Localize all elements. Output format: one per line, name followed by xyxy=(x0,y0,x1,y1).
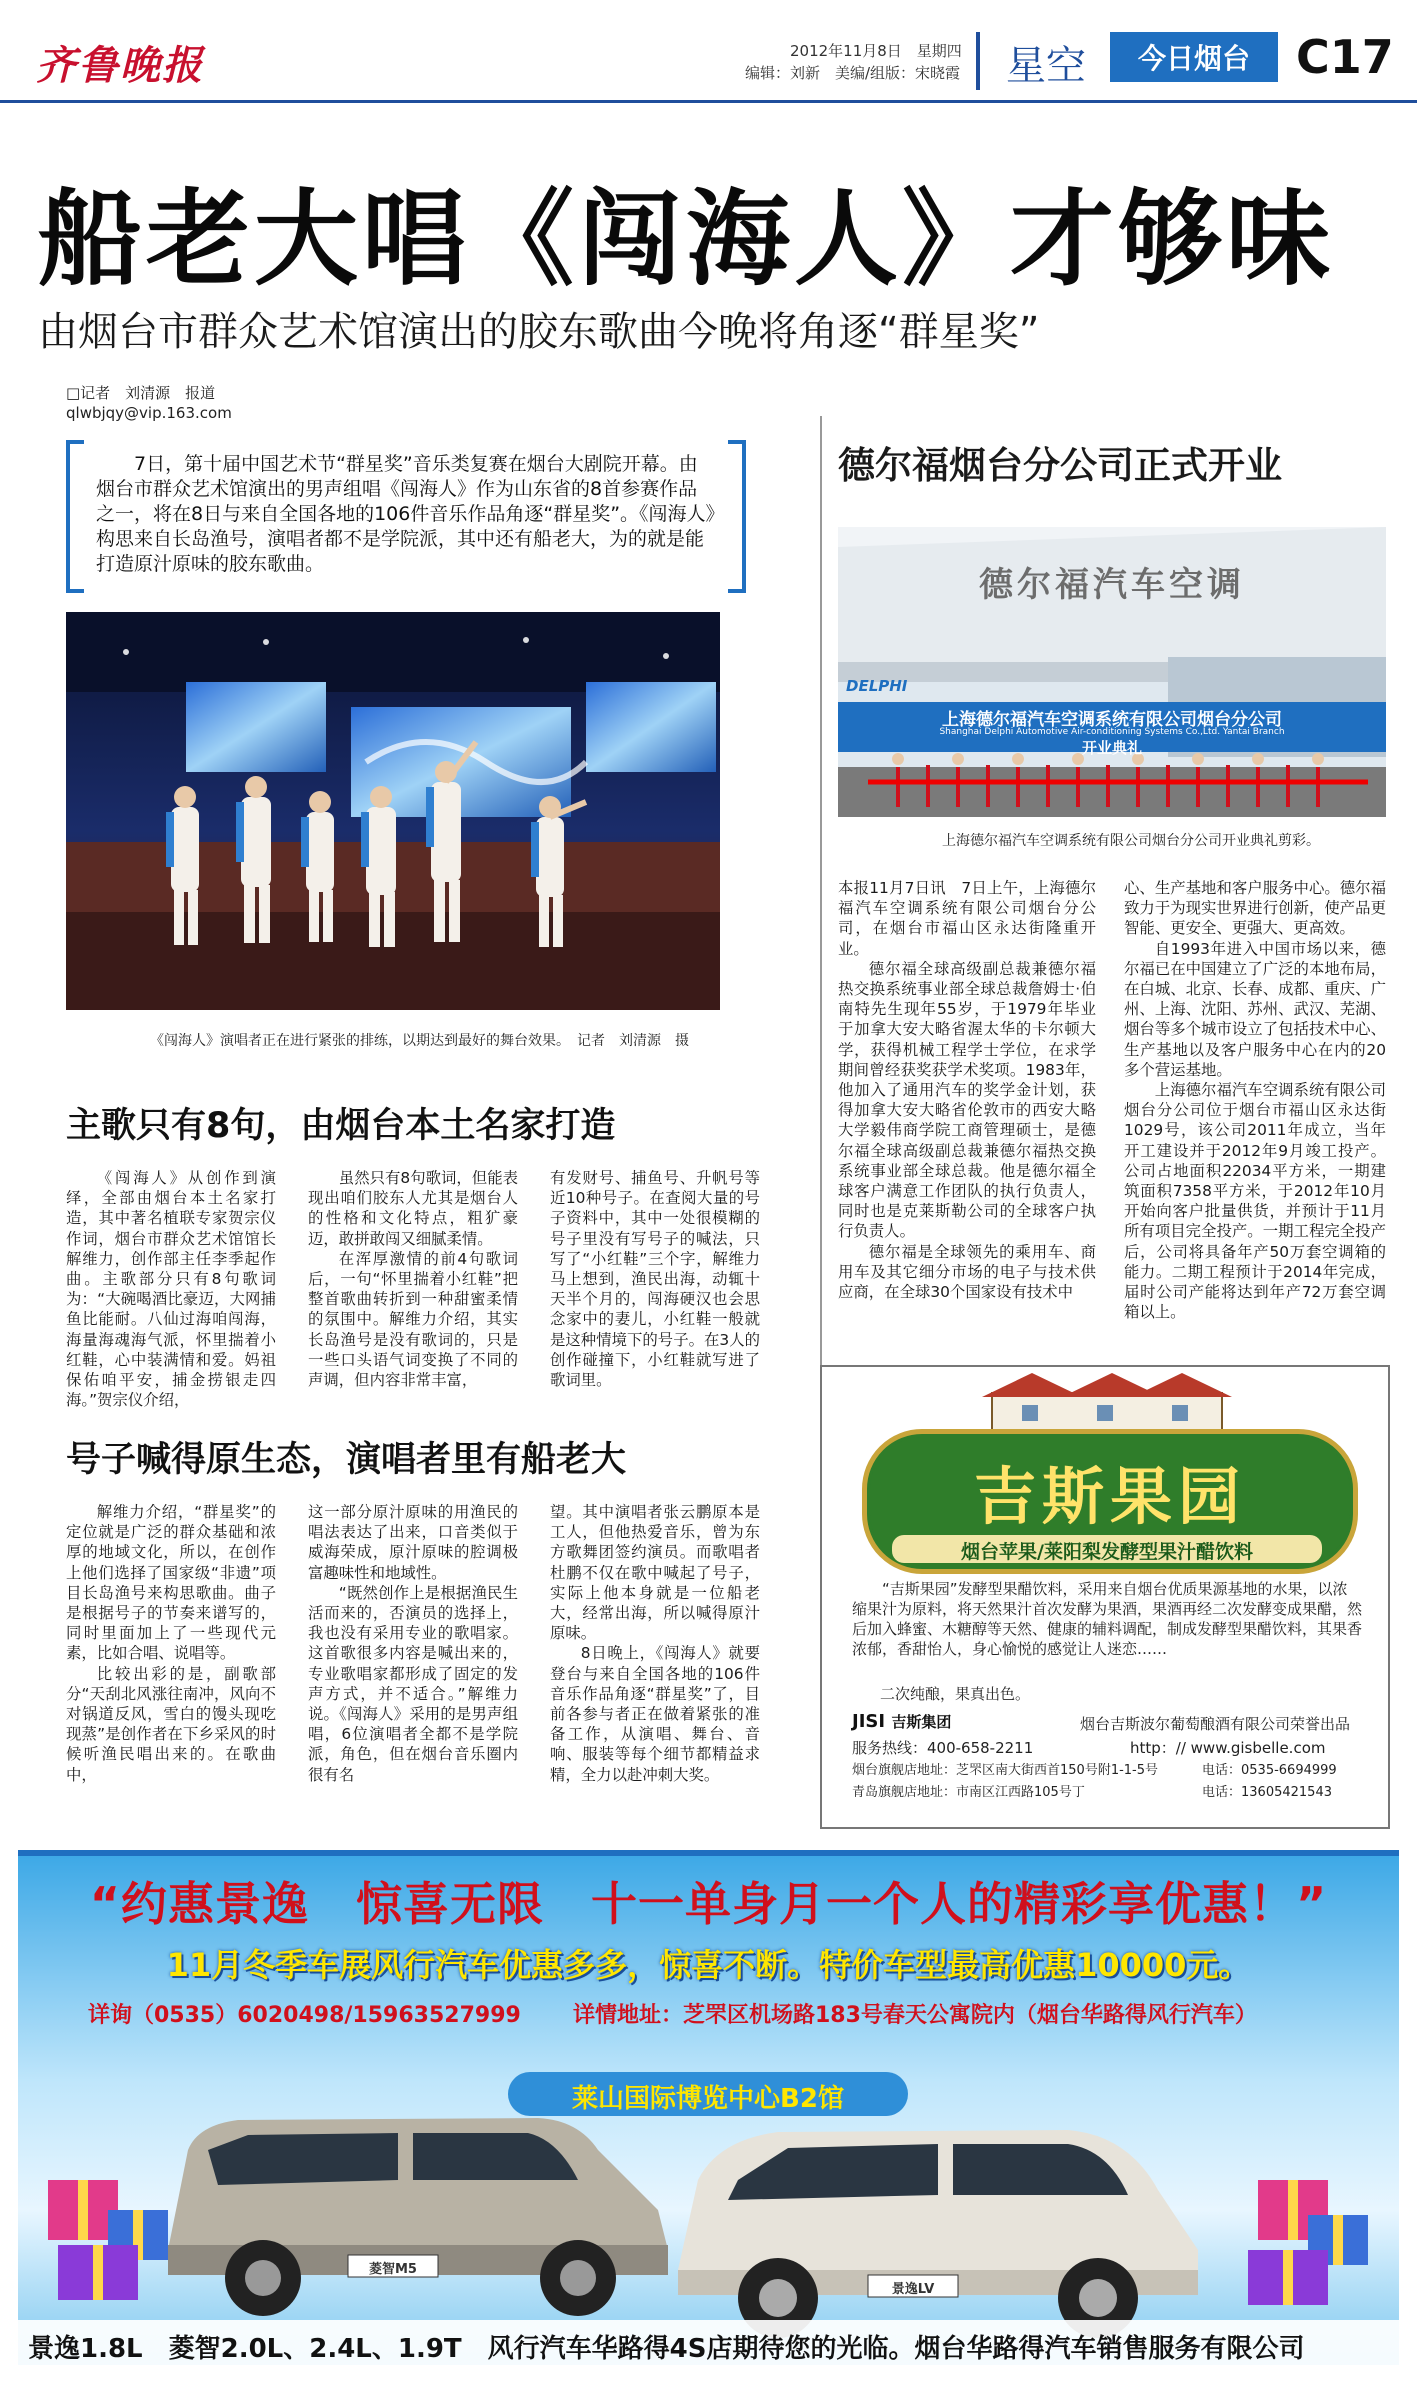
ceremony-banner-en: Shanghai Delphi Automotive Air-conditioning Systems Co.,Ltd. Yantai Branch xyxy=(939,727,1285,737)
article-column xyxy=(550,1168,760,1390)
delphi-ceremony-photo xyxy=(838,527,1386,817)
gisi-store-qingdao: 青岛旗舰店地址：市南区江西路105号丁 xyxy=(852,1785,1085,1800)
banner-footer: 景逸1.8L 菱智2.0L、2.4L、1.9T 风行汽车华路得4S店期待您的光临。烟台华路得汽车销售服务有限公司 xyxy=(28,2334,1305,2364)
headline: 船老大唱《闯海人》才够味 xyxy=(38,177,1335,300)
lead-box xyxy=(66,440,746,585)
banner-promo: 11月冬季车展风行汽车优惠多多，惊喜不断。特价车型最高优惠10000元。 xyxy=(166,1946,1251,1984)
header-divider xyxy=(976,32,980,90)
paragraph: 比较出彩的是，副歌部分“天刮北风涨往南冲，风向不对锅道反风，雪白的馒头现吃现蒸”是创作者在下乡采风的时候听渔民唱出来的。在歌曲中， xyxy=(66,1664,276,1784)
issue-date: 2012年11月8日 星期四 xyxy=(790,42,962,60)
paragraph: 自1993年进入中国市场以来，德尔福已在中国建立了广泛的本地布局，在白城、北京、长春、成都、重庆、广州、上海、沈阳、苏州、武汉、芜湖、烟台等多个城市设立了包括技术中心、生产基地以及客户服务中心在内的20多个营运基地。 xyxy=(1124,939,1386,1079)
section-tab: 今日烟台 xyxy=(1110,32,1278,82)
paragraph: 在浑厚激情的前4句歌词后，一句“怀里揣着小红鞋”把整首歌曲转折到一种甜蜜柔情的氛围中。解维力介绍，其实长岛渔号是没有歌词的，只是一些口头语气词变换了不同的声调，但内容非常丰富， xyxy=(308,1249,518,1390)
ceremony-banner-title: 开业典礼 xyxy=(1081,739,1142,757)
right-headline: 德尔福烟台分公司正式开业 xyxy=(838,444,1282,487)
car-banner-ad xyxy=(18,1850,1399,2365)
byline-email: qlwbjqy@vip.163.com xyxy=(66,404,232,422)
photo-caption: 《闯海人》演唱者正在进行紧张的排练，以期达到最好的舞台效果。 记者 刘清源 摄 xyxy=(150,1033,689,1049)
paragraph: 本报11月7日讯 7日上午，上海德尔福汽车空调系统有限公司烟台分公司，在烟台市福山区永达街隆重开业。 xyxy=(838,879,1096,958)
paragraph: “既然创作上是根据渔民生活而来的，否演员的选择上，我也没有采用专业的歌唱家。这首歌很多内容是喊出来的，专业歌唱家都形成了固定的发声方式，并不适合。”解维力说。《闯海人》采用的是男声组唱，6位演唱者全都不是学院派，角色，但在烟台音乐圈内很有名 xyxy=(308,1583,518,1784)
article-column xyxy=(550,1502,760,1785)
ceremony-banner-cn: 上海德尔福汽车空调系统有限公司烟台分公司 xyxy=(942,710,1282,730)
building-signage: 德尔福汽车空调 xyxy=(979,565,1245,605)
article-column xyxy=(66,1502,276,1785)
article-column xyxy=(308,1168,518,1390)
banner-phone: 详询（0535）6020498/15963527999 xyxy=(88,2003,521,2028)
banner-address: 详情地址：芝罘区机场路183号春天公寓院内（烟台华路得风行汽车） xyxy=(573,2003,1257,2028)
gisi-group-logo: JISI 吉斯集团 xyxy=(852,1711,952,1732)
paragraph: 德尔福是全球领先的乘用车、商用车及其它细分市场的电子与技术供应商，在全球30个国家设有技术中 xyxy=(838,1242,1096,1302)
gisi-brand: 吉斯果园 xyxy=(973,1460,1246,1533)
gisi-advertisement xyxy=(820,1365,1390,1829)
paragraph: 8日晚上，《闯海人》就要登台与来自全国各地的106件音乐作品角逐“群星奖”了，目前各参与者正在做着紧张的准备工作，从演唱、舞台、音响、服装等每个细节都精益求精，全力以赴冲刺大奖。 xyxy=(550,1644,760,1784)
paragraph: 虽然只有8句歌词，但能表现出咱们胶东人尤其是烟台人的性格和文化特点，粗犷豪迈，敢拼敢闯又细腻柔情。 xyxy=(308,1169,518,1248)
banner-venue: 莱山国际博览中心B2馆 xyxy=(572,2084,844,2114)
paragraph: 《闯海人》从创作到演绎，全部由烟台本土名家打造，其中著名植联专家贺宗仪作词，烟台市群众艺术馆馆长解维力，创作部主任李季起作曲。主歌部分只有8句歌词为：“大碗喝酒比豪迈，大网捕鱼比能耐。八仙过海咱闯海，海量海魂海气派，怀里揣着小红鞋，心中装满情和爱。妈祖保佑咱平安，捕金捞银走四海。”贺宗仪介绍， xyxy=(66,1169,276,1410)
gisi-body: “吉斯果园”发酵型果醋饮料，采用来自烟台优质果源基地的水果，以浓缩果汁为原料，将天然果汁首次发酵为果酒，果酒再经二次发酵变成果醋，然后加入蜂蜜、木糖醇等天然、健康的辅料调配，制成发酵型果醋饮料，其果香浓郁，香甜怡人，身心愉悦的感觉让人迷恋…… xyxy=(852,1580,1363,1658)
byline: □记者 刘清源 报道 xyxy=(66,384,216,402)
gisi-group: 吉斯集团 xyxy=(891,1713,952,1731)
paragraph: 心、生产基地和客户服务中心。德尔福致力于为现实世界进行创新，使产品更智能、更安全、更强大、更高效。 xyxy=(1124,879,1386,938)
section-heading: 主歌只有8句，由烟台本土名家打造 xyxy=(66,1106,616,1146)
subheadline: 由烟台市群众艺术馆演出的胶东歌曲今晚将角逐“群星奖” xyxy=(38,309,1040,355)
gisi-website: http：// www.gisbelle.com xyxy=(1130,1739,1326,1757)
paragraph: 望。其中演唱者张云鹏原本是工人，但他热爱音乐，曾为东方歌舞团签约演员。而歌唱者杜鹏不仅在歌中喊起了号子，实际上他本身就是一位船老大，经常出海，所以喊得原汁原味。 xyxy=(550,1503,760,1643)
section-name: 星空 xyxy=(1006,43,1086,89)
article-column xyxy=(66,1168,276,1410)
gisi-subtitle: 烟台苹果/莱阳梨发酵型果汁醋饮料 xyxy=(961,1541,1253,1563)
page-number: C17 xyxy=(1296,30,1394,84)
article-column xyxy=(1124,878,1386,1322)
banner-slogan: “约惠景逸 惊喜无限 十一单身月一个人的精彩享优惠！” xyxy=(89,1877,1328,1931)
van-plate: 菱智M5 xyxy=(369,2262,417,2277)
gisi-phone-qingdao: 电话：13605421543 xyxy=(1202,1785,1332,1800)
gisi-store-yantai: 烟台旗舰店地址：芝罘区南大街西首150号附1-1-5号 xyxy=(852,1763,1159,1778)
suv-plate: 景逸LV xyxy=(891,2282,935,2297)
paragraph: 德尔福全球高级副总裁兼德尔福热交换系统事业部全球总裁詹姆士·伯南特先生现年55岁，于1979年毕业于加拿大安大略省渥太华的卡尔顿大学，获得机械工程学士学位，在求学期间曾经获奖获学术奖项。1983年，他加入了通用汽车的奖学金计划，获得加拿大安大略省伦敦市的西安大略大学毅伟商学院工商管理硕士，是德尔福全球高级副总裁兼德尔福热交换系统事业部全球总裁。他是德尔福全球客户满意工作团队的执行负责人，同时也是克莱斯勒公司的全球客户执行负责人。 xyxy=(838,959,1096,1241)
article-column xyxy=(838,878,1096,1302)
photo-caption: 上海德尔福汽车空调系统有限公司烟台分公司开业典礼剪彩。 xyxy=(942,833,1320,849)
column-divider xyxy=(820,416,822,1416)
delphi-logo: DELPHI xyxy=(846,677,908,695)
masthead-logo: 齐鲁晚报 xyxy=(36,42,204,89)
paragraph: 解维力介绍，“群星奖”的定位就是广泛的群众基础和浓厚的地域文化，所以，在创作上他们选择了国家级“非遗”项目长岛渔号来构思歌曲。曲子是根据号子的节奏来谱写的，同时里面加上了一些现代元素，比如合唱、说唱等。 xyxy=(66,1503,276,1663)
lead-bracket-left xyxy=(66,440,84,593)
paragraph: 有发财号、捕鱼号、升帆号等近10种号子。在查阅大量的号子资料中，其中一处很模糊的号子里没有写号子的喊法，只写了“小红鞋”三个字，解维力马上想到，渔民出海，动辄十天半个月的，闯海硬汉也会思念家中的妻儿，小红鞋一般就是这种情境下的号子。在3人的创作碰撞下，小红鞋就写进了歌词里。 xyxy=(550,1169,760,1390)
header-rule xyxy=(0,100,1417,103)
gisi-maker: 烟台吉斯波尔葡萄酿酒有限公司荣誉出品 xyxy=(1080,1715,1351,1733)
stage-photo xyxy=(66,612,720,1010)
section-heading: 号子喊得原生态，演唱者里有船老大 xyxy=(66,1440,627,1480)
orchard-house-icon xyxy=(972,1373,1242,1433)
gisi-phone-yantai: 电话：0535-6694999 xyxy=(1202,1763,1337,1778)
gisi-tagline: 二次纯酿，果真出色。 xyxy=(880,1685,1031,1703)
editor-credits: 编辑：刘新 美编/组版：宋晓霞 xyxy=(745,64,961,82)
paragraph: 这一部分原汁原味的用渔民的唱法表达了出来，口音类似于威海荣成，原汁原味的腔调极富趣味性和地域性。 xyxy=(308,1503,518,1582)
lead-bracket-right xyxy=(728,440,746,593)
article-column xyxy=(308,1502,518,1785)
gisi-hotline: 服务热线：400-658-2211 xyxy=(852,1739,1034,1757)
lead-paragraph: 7日，第十届中国艺术节“群星奖”音乐类复赛在烟台大剧院开幕。由烟台市群众艺术馆演出的男声组唱《闯海人》作为山东省的8首参赛作品之一，将在8日与来自全国各地的106件音乐作品角逐“群星奖”。《闯海人》构思来自长岛渔号，演唱者都不是学院派，其中还有船老大，为的就是能打造原汁原味的胶东歌曲。 xyxy=(96,453,716,575)
paragraph: 上海德尔福汽车空调系统有限公司烟台分公司位于烟台市福山区永达街1029号，该公司2011年成立，当年开工建设并于2012年9月竣工投产。公司占地面积22034平方米，一期建筑面积7358平方米，于2012年10月开始向客户批量供货，并预计于11月所有项目完全投产。一期工程完全投产后，公司将具备年产50万套空调箱的能力。二期工程预计于2014年完成，届时公司产能将达到年产72万套空调箱以上。 xyxy=(1124,1081,1386,1322)
